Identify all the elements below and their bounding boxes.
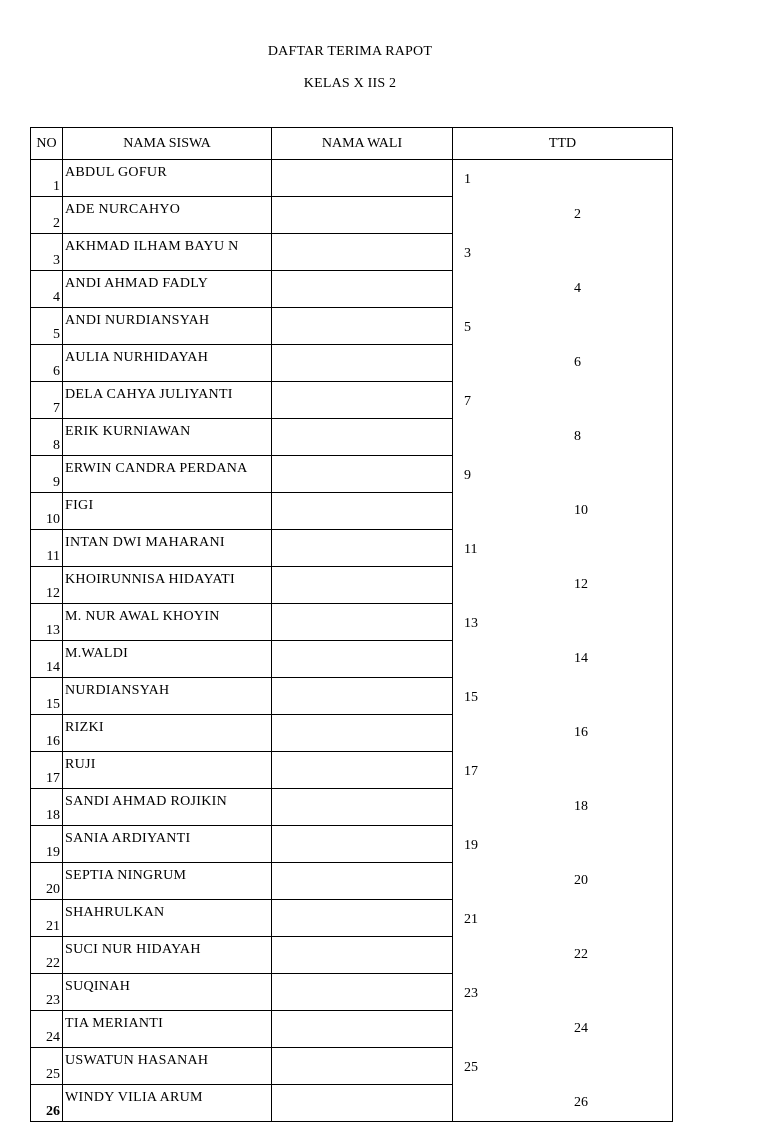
- student-name: ADE NURCAHYO: [63, 197, 272, 234]
- student-name: SHAHRULKAN: [63, 900, 272, 937]
- table-row: [31, 456, 673, 493]
- signature-cell[interactable]: [453, 530, 673, 567]
- student-name: RIZKI: [63, 715, 272, 752]
- guardian-name-field[interactable]: [272, 419, 453, 456]
- guardian-name-field[interactable]: [272, 530, 453, 567]
- signature-cell[interactable]: [453, 345, 673, 382]
- table-row: [31, 271, 673, 308]
- signature-number: 9: [464, 467, 471, 483]
- signature-cell[interactable]: [453, 715, 673, 752]
- table-row: [31, 1085, 673, 1122]
- guardian-name-field[interactable]: [272, 567, 453, 604]
- row-number: 24: [31, 1011, 63, 1048]
- guardian-name-field[interactable]: [272, 826, 453, 863]
- signature-number: 5: [464, 319, 471, 335]
- signature-number: 4: [574, 280, 581, 296]
- signature-cell[interactable]: [453, 1011, 673, 1048]
- row-number: 20: [31, 863, 63, 900]
- table-row: [31, 493, 673, 530]
- class-subtitle: KELAS X IIS 2: [303, 76, 397, 91]
- row-number: 25: [31, 1048, 63, 1085]
- table-row: [31, 1048, 673, 1085]
- student-name: AKHMAD ILHAM BAYU N: [63, 234, 272, 271]
- guardian-name-field[interactable]: [272, 974, 453, 1011]
- student-name: SEPTIA NINGRUM: [63, 863, 272, 900]
- table-body: [31, 160, 673, 1122]
- table-row: [31, 900, 673, 937]
- signature-cell[interactable]: [453, 900, 673, 937]
- row-number: 26: [31, 1085, 63, 1122]
- signature-number: 19: [464, 837, 478, 853]
- signature-number: 6: [574, 354, 581, 370]
- row-number: 19: [31, 826, 63, 863]
- document-title: DAFTAR TERIMA RAPOT: [267, 44, 433, 59]
- signature-number: 21: [464, 911, 478, 927]
- guardian-name-field[interactable]: [272, 789, 453, 826]
- student-name: FIGI: [63, 493, 272, 530]
- signature-cell[interactable]: [453, 789, 673, 826]
- row-number: 5: [31, 308, 63, 345]
- guardian-name-field[interactable]: [272, 1085, 453, 1122]
- table-row: [31, 382, 673, 419]
- signature-number: 10: [574, 502, 588, 518]
- signature-number: 15: [464, 689, 478, 705]
- student-name: RUJI: [63, 752, 272, 789]
- signature-number: 23: [464, 985, 478, 1001]
- student-name: INTAN DWI MAHARANI: [63, 530, 272, 567]
- row-number: 21: [31, 900, 63, 937]
- row-number: 22: [31, 937, 63, 974]
- row-number: 12: [31, 567, 63, 604]
- guardian-name-field[interactable]: [272, 308, 453, 345]
- table-row: [31, 863, 673, 900]
- signature-cell[interactable]: [453, 271, 673, 308]
- student-name: AULIA NURHIDAYAH: [63, 345, 272, 382]
- student-name: SANDI AHMAD ROJIKIN: [63, 789, 272, 826]
- table-row: [31, 715, 673, 752]
- signature-number: 13: [464, 615, 478, 631]
- row-number: 10: [31, 493, 63, 530]
- signature-cell[interactable]: [453, 604, 673, 641]
- column-header-nama-siswa: NAMA SISWA: [63, 128, 272, 160]
- guardian-name-field[interactable]: [272, 382, 453, 419]
- student-name: ANDI AHMAD FADLY: [63, 271, 272, 308]
- signature-number: 25: [464, 1059, 478, 1075]
- signature-number: 7: [464, 393, 471, 409]
- signature-cell[interactable]: [453, 752, 673, 789]
- table-row: [31, 234, 673, 271]
- signature-cell[interactable]: [453, 567, 673, 604]
- table-row: [31, 345, 673, 382]
- table-row: [31, 678, 673, 715]
- table-row: [31, 160, 673, 197]
- table-row: [31, 604, 673, 641]
- row-number: 13: [31, 604, 63, 641]
- row-number: 2: [31, 197, 63, 234]
- row-number: 6: [31, 345, 63, 382]
- table-row: [31, 789, 673, 826]
- guardian-name-field[interactable]: [272, 863, 453, 900]
- row-number: 18: [31, 789, 63, 826]
- guardian-name-field[interactable]: [272, 900, 453, 937]
- row-number: 8: [31, 419, 63, 456]
- column-header-ttd: TTD: [453, 128, 673, 160]
- student-name: ERWIN CANDRA PERDANA: [63, 456, 272, 493]
- student-name: SANIA ARDIYANTI: [63, 826, 272, 863]
- student-name: M.WALDI: [63, 641, 272, 678]
- row-number: 7: [31, 382, 63, 419]
- table-header-row: [31, 128, 673, 160]
- signature-number: 1: [464, 172, 471, 187]
- student-name: SUQINAH: [63, 974, 272, 1011]
- signature-number: 14: [574, 650, 588, 666]
- signature-cell[interactable]: [453, 974, 673, 1011]
- table-row: [31, 752, 673, 789]
- row-number: 4: [31, 271, 63, 308]
- row-number: 23: [31, 974, 63, 1011]
- student-name: SUCI NUR HIDAYAH: [63, 937, 272, 974]
- student-name: ERIK KURNIAWAN: [63, 419, 272, 456]
- guardian-name-field[interactable]: [272, 937, 453, 974]
- student-name: ANDI NURDIANSYAH: [63, 308, 272, 345]
- signature-number: 2: [574, 206, 581, 222]
- signature-cell[interactable]: [453, 197, 673, 234]
- receipt-table: [30, 127, 673, 1122]
- student-name: USWATUN HASANAH: [63, 1048, 272, 1085]
- row-number: 16: [31, 715, 63, 752]
- row-number: 15: [31, 678, 63, 715]
- signature-cell[interactable]: [453, 234, 673, 271]
- student-name: TIA MERIANTI: [63, 1011, 272, 1048]
- table-row: [31, 937, 673, 974]
- student-name: NURDIANSYAH: [63, 678, 272, 715]
- row-number: 11: [31, 530, 63, 567]
- signature-cell[interactable]: [453, 1085, 673, 1122]
- signature-number: 24: [574, 1020, 588, 1036]
- table-row: [31, 197, 673, 234]
- row-number: 17: [31, 752, 63, 789]
- signature-cell[interactable]: [453, 160, 673, 197]
- signature-number: 22: [574, 946, 588, 962]
- table-row: [31, 567, 673, 604]
- guardian-name-field[interactable]: [272, 160, 453, 197]
- student-name: M. NUR AWAL KHOYIN: [63, 604, 272, 641]
- signature-cell[interactable]: [453, 937, 673, 974]
- signature-number: 3: [464, 245, 471, 261]
- signature-number: 20: [574, 872, 588, 888]
- signature-cell[interactable]: [453, 493, 673, 530]
- signature-number: 8: [574, 428, 581, 444]
- guardian-name-field[interactable]: [272, 345, 453, 382]
- guardian-name-field[interactable]: [272, 1011, 453, 1048]
- table-row: [31, 974, 673, 1011]
- column-header-no: NO: [31, 128, 63, 160]
- signature-cell[interactable]: [453, 382, 673, 419]
- guardian-name-field[interactable]: [272, 641, 453, 678]
- guardian-name-field[interactable]: [272, 715, 453, 752]
- signature-cell[interactable]: [453, 826, 673, 863]
- guardian-name-field[interactable]: [272, 271, 453, 308]
- row-number: 14: [31, 641, 63, 678]
- student-name: ABDUL GOFUR: [63, 160, 272, 197]
- guardian-name-field[interactable]: [272, 197, 453, 234]
- signature-cell[interactable]: [453, 308, 673, 345]
- signature-number: 16: [574, 724, 588, 740]
- signature-number: 18: [574, 798, 588, 814]
- signature-cell[interactable]: [453, 1048, 673, 1085]
- signature-number: 11: [464, 541, 478, 557]
- guardian-name-field[interactable]: [272, 604, 453, 641]
- table-row: [31, 1011, 673, 1048]
- signature-cell[interactable]: [453, 678, 673, 715]
- table-row: [31, 530, 673, 567]
- signature-cell[interactable]: [453, 863, 673, 900]
- signature-number: 26: [574, 1094, 588, 1110]
- signature-cell[interactable]: [453, 641, 673, 678]
- table-row: [31, 826, 673, 863]
- row-number: 1: [31, 160, 63, 197]
- signature-number: 12: [574, 576, 588, 592]
- row-number: 9: [31, 456, 63, 493]
- guardian-name-field[interactable]: [272, 752, 453, 789]
- table-row: [31, 308, 673, 345]
- student-name: KHOIRUNNISA HIDAYATI: [63, 567, 272, 604]
- guardian-name-field[interactable]: [272, 234, 453, 271]
- guardian-name-field[interactable]: [272, 493, 453, 530]
- table-row: [31, 641, 673, 678]
- signature-number: 17: [464, 763, 478, 779]
- signature-cell[interactable]: [453, 419, 673, 456]
- guardian-name-field[interactable]: [272, 456, 453, 493]
- guardian-name-field[interactable]: [272, 1048, 453, 1085]
- student-name: DELA CAHYA JULIYANTI: [63, 382, 272, 419]
- column-header-nama-wali: NAMA WALI: [272, 128, 453, 160]
- signature-cell[interactable]: [453, 456, 673, 493]
- student-name: WINDY VILIA ARUM: [63, 1085, 272, 1122]
- guardian-name-field[interactable]: [272, 678, 453, 715]
- row-number: 3: [31, 234, 63, 271]
- table-row: [31, 419, 673, 456]
